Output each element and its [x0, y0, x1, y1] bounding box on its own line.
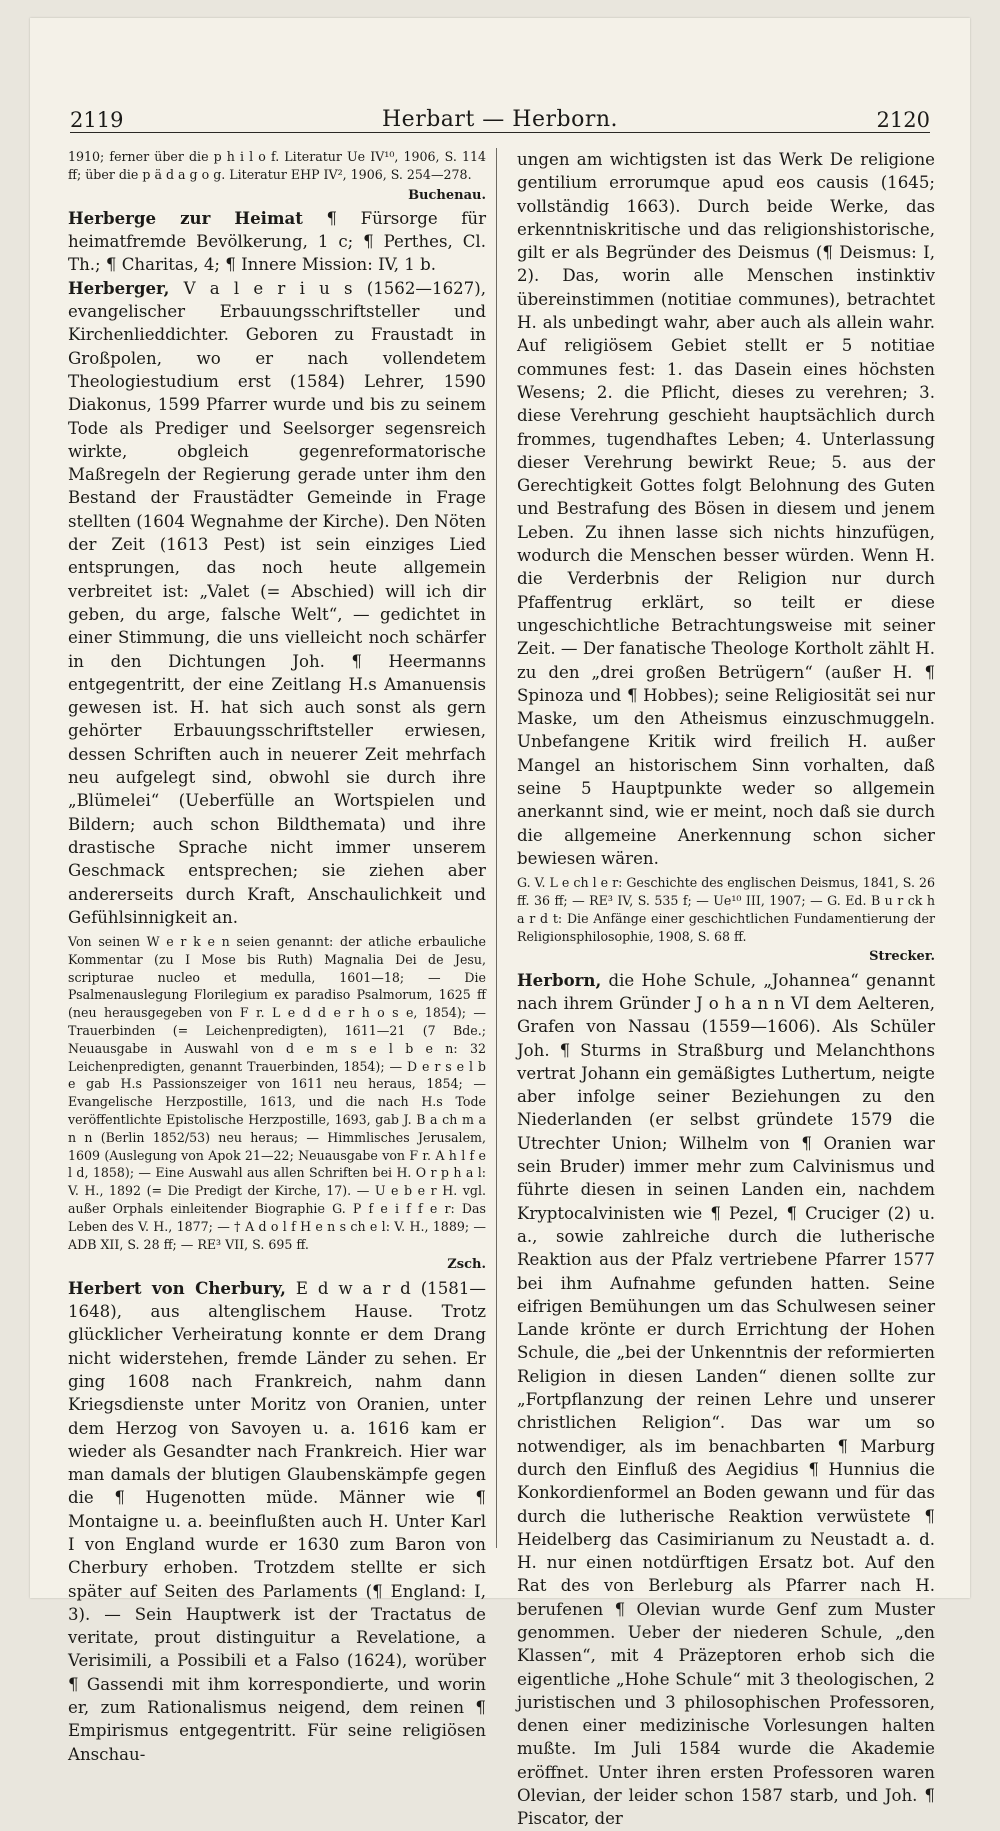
literature-note: 1910; ferner über die p h i l o f. Literatur Ue IV¹⁰, 1906, S. 114 ff; über die p ä d a g o g. Literatur EHP IV², 1906, S. 254—278.	[68, 149, 486, 182]
right-column	[517, 148, 935, 1831]
entry-text: ¶ Fürsorge für heimatfremde Bevölkerung, 1 c; ¶ Perthes, Cl. Th.; ¶ Charitas, 4; ¶ Innere Mission: IV, 1 b.	[68, 208, 487, 275]
entry-text: V a l e r i u s (1562—1627), evangelischer Erbauungsschriftsteller und Kirchenlieddichter. Geboren zu Fraustadt in Großpolen, wo er nach vollendetem Theologiestudium erst (1584) Lehrer, 1590 Diakonus, 1599 Pfarrer wurde und bis zu seinem Tode als Prediger und Seelsorger segensreich wirkte, obgleich gegenreformatorische Maßregeln der Regierung gerade unter ihm den Bestand der Fraustädter Gemeinde in Frage stellten (1604 Wegnahme der Kirche). Den Nöten der Zeit (1613 Pest) ist sein einziges Lied entsprungen, das noch heute allgemein verbreitet ist: „Valet (= Abschied) will ich dir geben, du arge, falsche Welt“, — gedichtet in einer Stimmung, die uns vielleicht noch schärfer in den Dichtungen Joh. ¶ Heermanns entgegentritt, der eine Zeitlang H.s Amanuensis gewesen ist. H. hat sich auch sonst als gern gehörter Erbauungsschriftsteller erwiesen, dessen Schriften auch in neuerer Zeit mehrfach neu aufgelegt sind, obwohl sie durch ihre „Blümelei“ (Ueberfülle an Wortspielen und Bildern; auch schon Bildthemata) und ihre drastische Sprache nicht immer unserem Geschmack entsprechen; sie ziehen aber andererseits durch Kraft, Anschaulichkeit und Gefühlsinnigkeit an.	[68, 278, 486, 927]
page-number-left: 2119	[70, 108, 124, 132]
left-column	[68, 148, 486, 1766]
column-divider	[496, 148, 497, 1548]
entry-heading: Herberge zur Heimat	[68, 207, 303, 228]
entry-text: die Hohe Schule, „Johannea“ genannt nach ihrem Gründer J o h a n n VI dem Aelteren, Grafen von Nassau (1559—1606). Als Schüler Joh. ¶ Sturms in Straßburg und Melanchthons vertrat Johann ein gemäßigtes Luthertum, neigte aber infolge seiner Beziehungen zu den Niederlanden (er selbst gründete 1579 die Utrechter Union; Wilhelm von ¶ Oranien war sein Bruder) immer mehr zum Calvinismus und führte diesen in seinen Landen ein, nachdem Kryptocalvinisten wie ¶ Pezel, ¶ Cruciger (2) u. a., sowie zahlreiche durch die lutherische Reaktion aus der Pfalz vertriebene Pfarrer 1577 bei ihm Aufnahme gefunden hatten. Seine eifrigen Bemühungen um das Schulwesen seiner Lande krönte er durch Errichtung der Hohen Schule, die „bei der Unkenntnis der reformierten Religion in diesen Landen“ dienen sollte zur „Fortpflanzung der reinen Lehre und unserer christlichen Religion“. Das war um so notwendiger, als im benachbarten ¶ Marburg durch den Einfluß des Aegidius ¶ Hunnius die Konkordienformel an Boden gewann und für das durch die lutherische Reaktion verwüstete ¶ Heidelberg das Casimirianum zu Neustadt a. d. H. nur einen notdürftigen Ersatz bot. Auf den Rat des von Berleburg als Pfarrer nach H. berufenen ¶ Olevian wurde Genf zum Muster genommen. Ueber der niederen Schule, „den Klassen“, mit 4 Präzeptoren erhob sich die eigentliche „Hohe Schule“ mit 3 theologischen, 2 juristischen und 3 philosophischen Professoren, denen einer medizinische Vorlesungen halten mußte. Im Juli 1584 wurde die Akademie eröffnet. Unter ihren ersten Professoren waren Olevian, der leider schon 1587 starb, und Joh. ¶ Piscator, der	[517, 970, 935, 1829]
entry-heading: Herberger,	[68, 277, 170, 298]
references: G. V. L e ch l e r: Geschichte des englischen Deismus, 1841, S. 26 ff. 36 ff; — RE³ IV, S. 535 f; — Ue¹⁰ III, 1907; — G. Ed. B u r ck h a r d t: Die Anfänge einer geschichtlichen Fundamentierung der Religionsphilosophie, 1908, S. 68 ff.	[517, 875, 935, 944]
entry-herberge	[68, 207, 486, 277]
running-title: Herbart — Herborn.	[382, 107, 618, 132]
page-number-right: 2120	[876, 108, 930, 132]
works-bibliography: Von seinen W e r k e n seien genannt: der atliche erbauliche Kommentar (zu I Mose bis Ruth) Magnalia Dei de Jesu, scripturae nucleo et medulla, 1601—18; — Die Psalmenauslegung Florilegium ex paradiso Psalmorum, 1625 ff (neu herausgegeben von F r. L e d d e r h o s e, 1854); — Trauerbinden (= Leichenpredigten), 1611—21 (7 Bde.; Neuausgabe in Auswahl von d e m s e l b e n: 32 Leichenpredigten, genannt Trauerbinden, 1854); — D e r s e l b e gab H.s Passionszeiger von 1611 neu heraus, 1854; — Evangelische Herzpostille, 1613, und die nach H.s Tode veröffentlichte Epistolische Herzpostille, 1693, gab J. B a ch m a n n (Berlin 1852/53) neu heraus; — Himmlisches Jerusalem, 1609 (Auslegung von Apok 21—22; Neuausgabe von F r. A h l f e l d, 1858); — Eine Auswahl aus allen Schriften bei H. O r p h a l: V. H., 1892 (= Die Predigt der Kirche, 17). — U e b e r H. vgl. außer Orphals einleitender Biographie G. P f e i f f e r: Das Leben des V. H., 1877; — † A d o l f H e n s ch e l: V. H., 1889; — ADB XII, S. 28 ff; — RE³ VII, S. 695 ff.	[68, 934, 486, 1252]
entry-text: E d w a r d (1581—1648), aus altenglischem Hause. Trotz glücklicher Verheiratung konnte er dem Drang nicht widerstehen, fremde Länder zu sehen. Er ging 1608 nach Frankreich, nahm dann Kriegsdienste unter Moritz von Oranien, unter dem Herzog von Savoyen u. a. 1616 kam er wieder als Gesandter nach Frankreich. Hier war man damals der blutigen Glaubenskämpfe gegen die ¶ Hugenotten müde. Männer wie ¶ Montaigne u. a. beeinflußten auch H. Unter Karl I von England wurde er 1630 zum Baron von Cherbury erhoben. Trotzdem stellte er sich später auf Seiten des Parlaments (¶ England: I, 3). — Sein Hauptwerk ist der Tractatus de veritate, prout distinguitur a Revelatione, a Verisimili, a Possibili et a Falso (1624), worüber ¶ Gassendi mit ihm korrespondierte, und worin er, zum Rationalismus neigend, dem reinen ¶ Empirismus entgegentritt. Für seine religiösen Anschau-	[68, 1278, 486, 1764]
entry-heading: Herbert von Cherbury,	[68, 1277, 286, 1298]
book-page	[30, 18, 970, 1829]
author-signature: Strecker.	[869, 949, 935, 965]
entry-herborn	[517, 969, 935, 1831]
author-signature: Zsch.	[447, 1257, 486, 1273]
page-header	[70, 98, 930, 133]
entry-herberger	[68, 277, 486, 929]
author-signature: Buchenau.	[408, 187, 486, 203]
entry-herbert-cherbury	[68, 1277, 486, 1766]
entry-heading: Herborn,	[517, 969, 602, 990]
entry-continuation: ungen am wichtigsten ist das Werk De religione gentilium errorumque apud eos causis (1645; vollständig 1663). Durch beide Werke, das erkenntniskritische und das religionshistorische, gilt er als Begründer des Deismus (¶ Deismus: I, 2). Das, worin alle Menschen instinktiv übereinstimmen (notitiae communes), betrachtet H. als unbedingt wahr, aber auch als allein wahr. Auf religiösem Gebiet stellt er 5 notitiae communes fest: 1. das Dasein eines höchsten Wesens; 2. die Pflicht, dieses zu verehren; 3. diese Verehrung geschieht hauptsächlich durch frommes, tugendhaftes Leben; 4. Unterlassung dieser Verehrung bewirkt Reue; 5. aus der Gerechtigkeit Gottes folgt Belohnung des Guten und Bestrafung des Bösen in diesem und jenem Leben. Zu ihnen lasse sich nichts hinzufügen, wodurch die Menschen besser würden. Wenn H. die Verderbnis der Religion nur durch Pfaffentrug erklärt, so teilt er diese ungeschichtliche Betrachtungsweise mit seiner Zeit. — Der fanatische Theologe Kortholt zählt H. zu den „drei großen Betrügern“ (außer H. ¶ Spinoza und ¶ Hobbes); seine Religiosität sei nur Maske, um den Atheismus einzuschmuggeln. Unbefangene Kritik wird freilich H. außer Mangel an historischem Sinn vorhalten, daß seine 5 Hauptpunkte weder so allgemein anerkannt sind, wie er meint, noch daß sie durch die allgemeine Anerkennung schon sicher bewiesen wären.	[517, 150, 935, 868]
